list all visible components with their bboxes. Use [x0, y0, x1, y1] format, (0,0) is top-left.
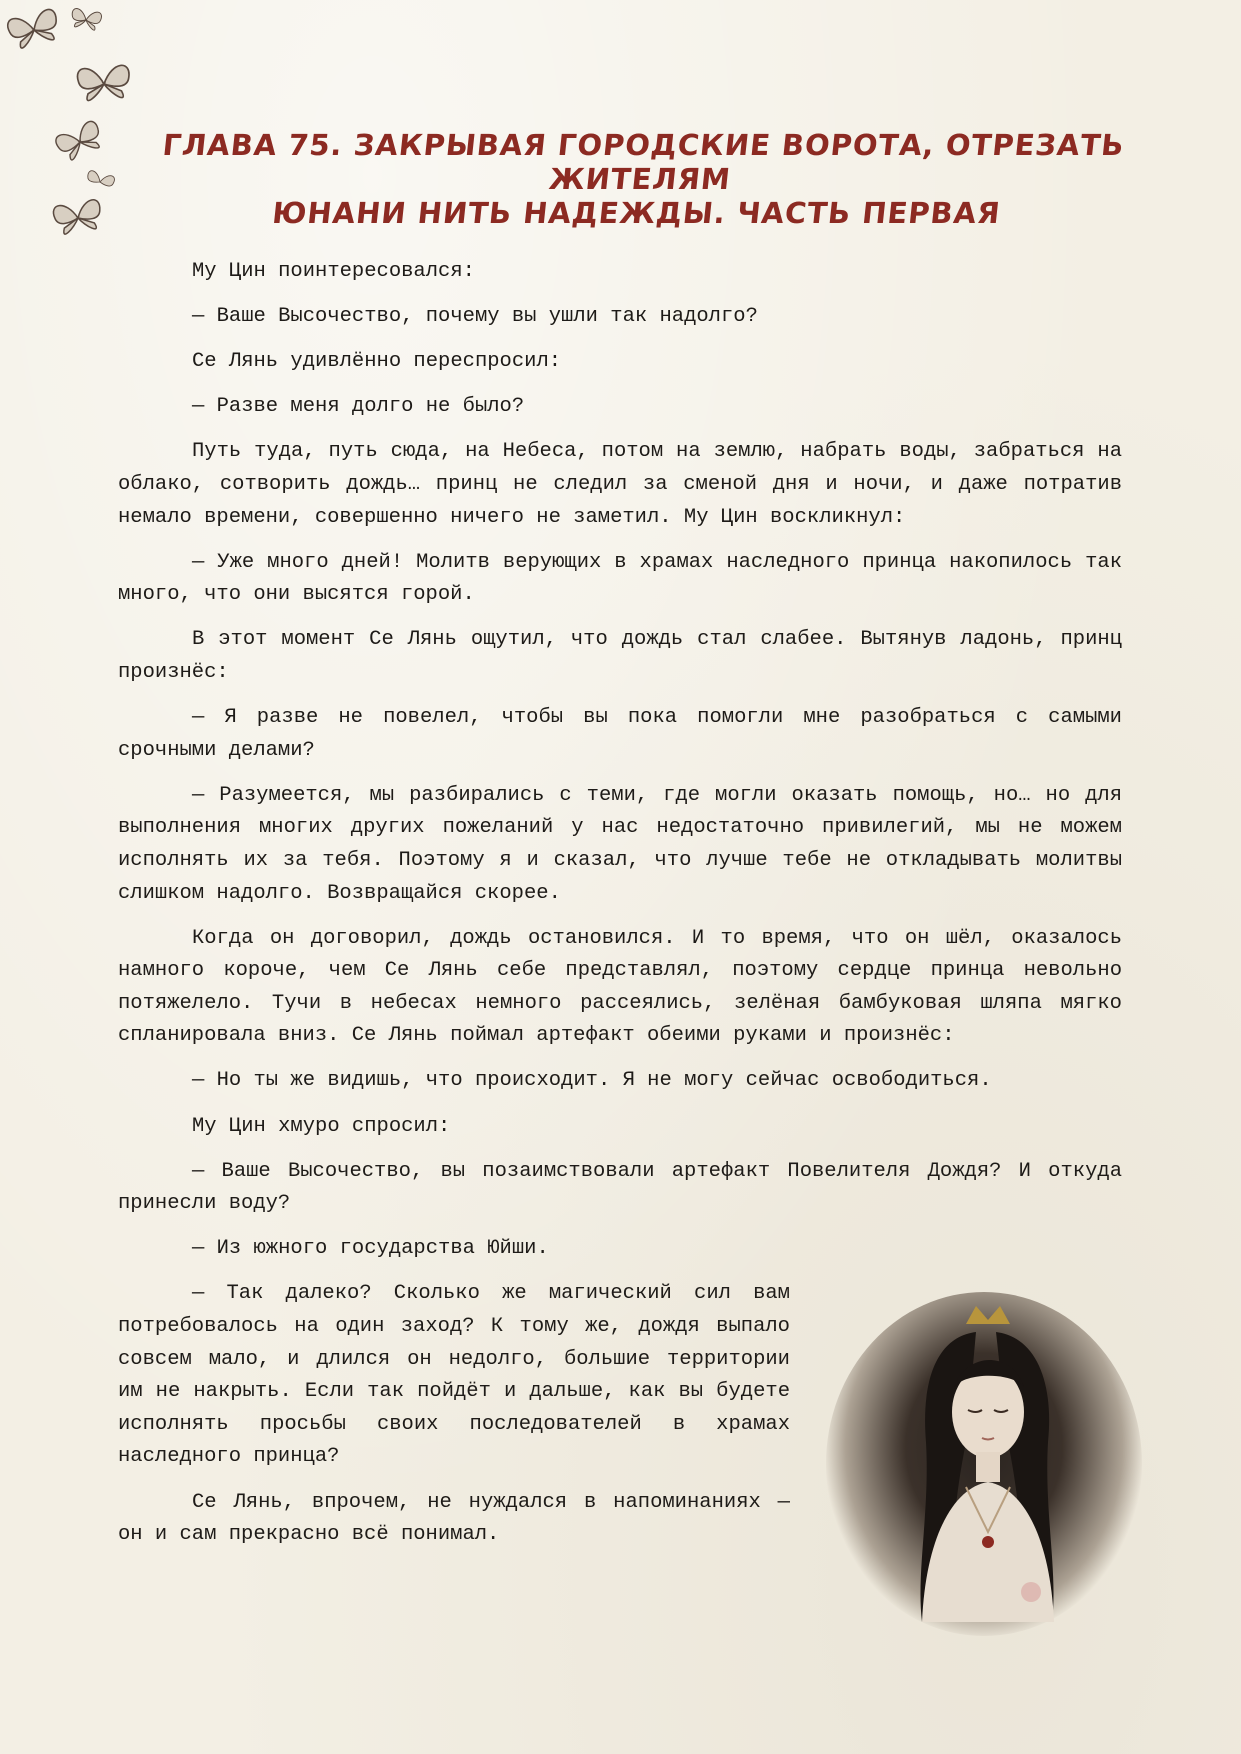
- paragraph: — Но ты же видишь, что происходит. Я не могу сейчас освободиться.: [192, 1069, 992, 1093]
- portrait-figure: [826, 1292, 1142, 1636]
- chapter-title-line-2: ЮНАНИ НИТЬ НАДЕЖДЫ. ЧАСТЬ ПЕРВАЯ: [270, 196, 1003, 230]
- paragraph: Се Лянь удивлённо переспросил:: [192, 350, 562, 374]
- butterfly-icon: [54, 119, 106, 163]
- butterfly-icon: [52, 199, 103, 236]
- paragraph: — Так далеко? Сколько же магический сил вам потребовалось на один заход? К тому же, дождя выпало совсем мало, и длился он недолго, большие территории им не накрыть. Если так пойдёт и дальше, как вы будете исполнять просьбы своих последователей в храмах наследного принца?: [118, 1282, 790, 1469]
- paragraph: В этот момент Се Лянь ощутил, что дождь стал слабее. Вытянув ладонь, принц произнёс:: [118, 628, 1122, 684]
- paragraph: — Из южного государства Юйши.: [192, 1237, 549, 1261]
- paragraph: — Уже много дней! Молитв верующих в храмах наследного принца накопилось так много, что они высятся горой.: [118, 550, 1122, 607]
- paragraph: Му Цин хмуро спросил:: [192, 1114, 451, 1138]
- paragraph: — Ваше Высочество, почему вы ушли так надолго?: [192, 305, 758, 329]
- paragraph: Путь туда, путь сюда, на Небеса, потом на землю, набрать воды, забраться на облако, сотворить дождь… принц не следил за сменой дня и ночи, и даже потратив немало времени, совершенно ничего не заметил. Му Цин воскликнул:: [118, 440, 1122, 529]
- paragraph: — Ваше Высочество, вы позаимствовали артефакт Повелителя Дождя? И откуда принесли воду?: [118, 1159, 1122, 1216]
- butterfly-icon: [77, 65, 131, 102]
- paragraph: Се Лянь, впрочем, не нуждался в напоминаниях — он и сам прекрасно всё понимал.: [118, 1490, 790, 1547]
- paragraph: — Я разве не повелел, чтобы вы пока помогли мне разобраться с самыми срочными делами?: [118, 706, 1122, 762]
- chapter-title-line-1: ГЛАВА 75. ЗАКРЫВАЯ ГОРОДСКИЕ ВОРОТА, ОТРЕЗАТЬ ЖИТЕЛЯМ: [160, 128, 1127, 196]
- butterfly-icon: [6, 8, 61, 50]
- chapter-title: [105, 128, 1176, 230]
- portrait-illustration: [826, 1292, 1142, 1636]
- paragraph: — Разумеется, мы разбирались с теми, где могли оказать помощь, но… но для выполнения многих других пожеланий у нас недостаточно привилегий, мы не можем исполнять их за тебя. Поэтому я и сказал, что лучше тебе не откладывать молитвы слишком надолго. Возвращайся скорее.: [118, 783, 1122, 905]
- paragraph: Когда он договорил, дождь остановился. И то время, что он шёл, оказалось намного короче, чем Се Лянь себе представлял, поэтому сердце принца невольно потяжелело. Тучи в небесах немного рассеялись, зелёная бамбуковая шляпа мягко спланировала вниз. Се Лянь поймал артефакт обеими руками и произнёс:: [118, 926, 1122, 1048]
- paragraph: — Разве меня долго не было?: [192, 395, 525, 419]
- butterfly-icon: [70, 8, 102, 31]
- paragraph: Му Цин поинтересовался:: [192, 260, 475, 283]
